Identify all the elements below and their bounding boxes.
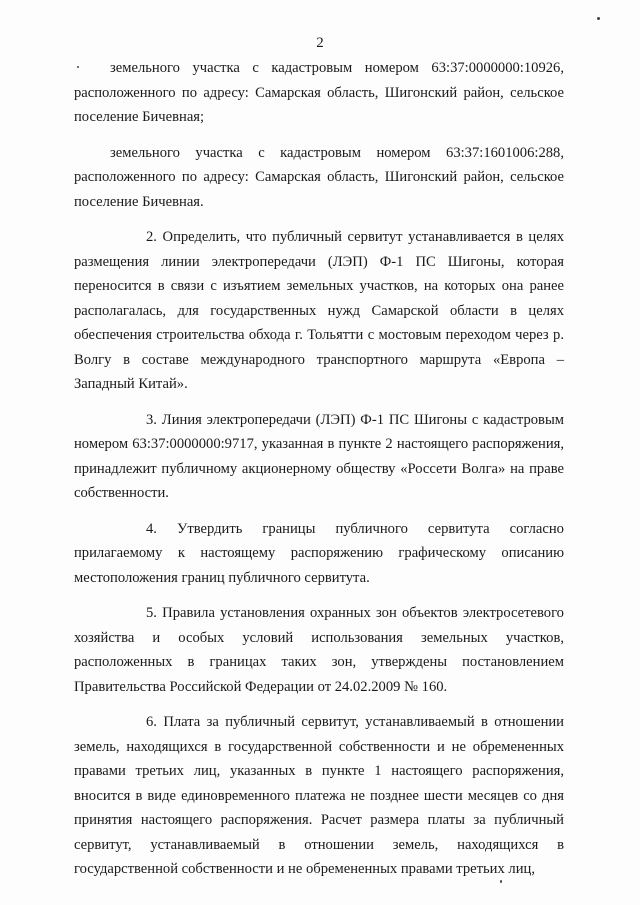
- paragraph-land-plot-288: [74, 141, 564, 215]
- paragraph-text: земельного участка с кадастровым номером 63:37:1601006:288, расположенного по адресу: Самарская область, Шигонский район, сельское поселение Бичевная.: [74, 144, 564, 210]
- scan-speck: [597, 17, 600, 20]
- paragraph-text: Правила установления охранных зон объектов электросетевого хозяйства и особых условий использования земельных участков, расположенных в границах таких зон, утверждены постановлением Правительства Российской Федерации от 24.02.2009 № 160.: [74, 605, 564, 695]
- document-body: [74, 56, 564, 893]
- paragraph-number: 3.: [146, 411, 157, 428]
- scan-speck: [77, 66, 79, 68]
- paragraph-land-plot-10926: [74, 56, 564, 130]
- page-number: 2: [316, 35, 324, 51]
- paragraph-item-2: [74, 225, 564, 397]
- paragraph-text: Плата за публичный сервитут, устанавливаемый в отношении земель, находящихся в государственной собственности и не обремененных правами третьих лиц, указанных в пункте 1 настоящего распоряжения, вносится в виде единовременного платежа не позднее шести месяцев со дня принятия настоящего распоряжения. Расчет размера платы за публичный сервитут, устанавливаемый в отношении земель, находящихся в государственной собственности и не обремененных правами третьих лиц,: [74, 714, 564, 877]
- paragraph-number: 6.: [146, 714, 157, 730]
- paragraph-text: Утвердить границы публичного сервитута согласно прилагаемому к настоящему распоряжению графическому описанию местоположения границ публичного сервитута.: [74, 520, 564, 586]
- paragraph-number: 2.: [146, 229, 157, 245]
- paragraph-text: земельного участка с кадастровым номером 63:37:0000000:10926, расположенного по адресу: Самарская область, Шигонский район, сельское поселение Бичевная;: [74, 60, 564, 125]
- paragraph-number: 5.: [146, 605, 157, 621]
- scan-speck: [500, 880, 502, 883]
- paragraph-number: 4.: [146, 520, 157, 537]
- paragraph-item-4: [74, 517, 564, 591]
- paragraph-text: Определить, что публичный сервитут устанавливается в целях размещения линии электропередачи (ЛЭП) Ф-1 ПС Шигоны, которая переносится в связи с изъятием земельных участков, на которых она ранее располагалась, для государственных нужд Самарской области в целях обеспечения строительства обхода г. Тольятти с мостовым переходом через р. Волгу в составе международного транспортного маршрута «Европа – Западный Китай».: [74, 229, 564, 392]
- paragraph-item-5: [74, 601, 564, 699]
- paragraph-text: Линия электропередачи (ЛЭП) Ф-1 ПС Шигоны с кадастровым номером 63:37:0000000:9717, указанная в пункте 2 настоящего распоряжения, принадлежит публичному акционерному обществу «Россети Волга» на праве собственности.: [74, 411, 564, 501]
- paragraph-item-6: [74, 710, 564, 882]
- paragraph-item-3: [74, 408, 564, 506]
